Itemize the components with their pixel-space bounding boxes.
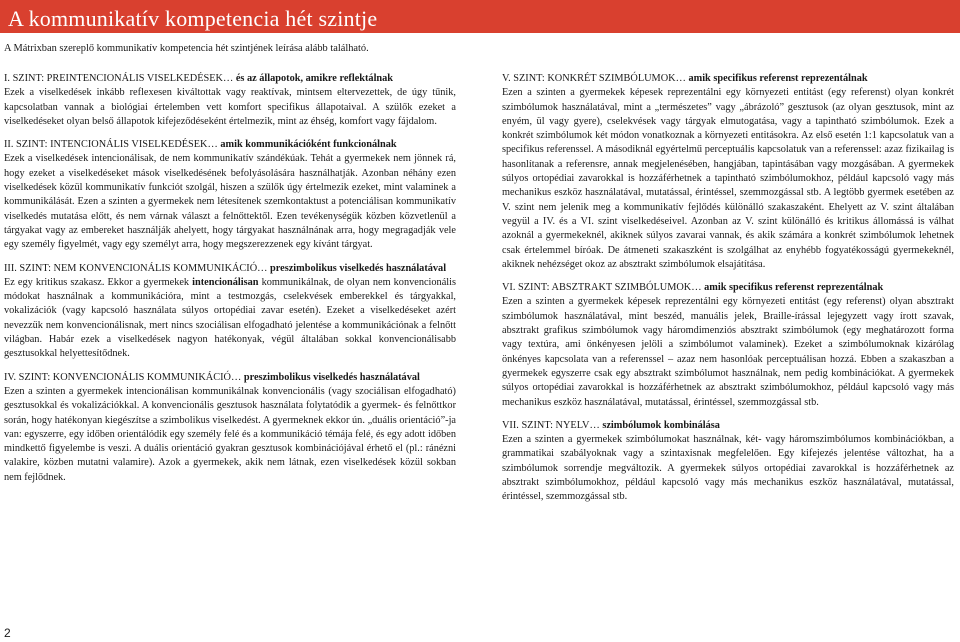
level-3-body-start: Ez egy kritikus szakasz. Ekkor a gyermekek: [4, 276, 193, 288]
level-3-body-emphasis: intencionálisan: [192, 276, 259, 288]
level-7-body: Ezen a szinten a gyermekek szimbólumokat használnak, két- vagy háromszimbólumos kombinációkban, a grammatikai szabályoknak vagy a szintaxisnak megfelelően. Egy kifejezés jelentése változhat, ha a szimbólumok sorrendje megváltozik. A gyermekek súlyos ortopédiai zavarokkal is hozzáférhetnek az absztrakt szimbólumokhoz, például kapcsoló vagy más mechanikus eszköz használatával, mutatással, érintéssel, szemmozgással stb.: [502, 434, 954, 503]
level-4-heading: [4, 371, 456, 385]
level-5-heading: [502, 72, 954, 86]
level-5-section: [502, 72, 954, 272]
level-2-heading: [4, 138, 456, 152]
level-7-heading: [502, 419, 954, 433]
level-1-heading-title: I. SZINT: PREINTENCIONÁLIS VISELKEDÉSEK…: [4, 73, 234, 84]
level-7-heading-subtitle: szimbólumok kombinálása: [599, 419, 720, 431]
level-5-heading-subtitle: amik specifikus referenst reprezentálnak: [685, 73, 868, 84]
right-column: [502, 72, 954, 514]
level-6-body: Ezen a szinten a gyermekek képesek reprezentálni egy környezeti entitást (egy referenst) olyan absztrakt szimbólumok használatával, mint beszéd, manuális jelek, Braille-írással lejegyzett vagy írott szavak, absztrakt grafikus szimbólumok vagy háromdimenziós absztrakt szimbólumok (egy meghatározott forma vagy textúra, ami önkényesen jelöli a szimbólumot valaminek). Ezeket a szimbólumoknak kizárólag önkényes kapcsolata van a referenssel – azaz nem hasonlóak perceptuálisan hozzá. Ebben a szakaszban a gyermekek egyszerre csak egy absztrakt szimbólumot használnak, nem pedig kombinációkat. A gyermekek súlyos ortopédiai zavarokkal is hozzáférhetnek az absztrakt szimbólumokhoz, például kapcsoló vagy más mechanikus eszköz használatával, mutatással, érintéssel, szemmozgással stb.: [502, 296, 954, 408]
level-3-heading: [4, 262, 456, 276]
page-number: 2: [4, 626, 11, 640]
level-1-body: Ezek a viselkedések inkább reflexesen kiváltottak vagy reaktívak, mintsem eltervezettek, de úgy tűnik, kapcsolatban vannak a biológiai értelemben vett komfort specifikus állapotaival. A szülők ezeket a viselkedéseket olyan belső állapotok kifejeződéseként értelmezik, mint az éhség, komfort vagy fájdalom.: [4, 87, 456, 127]
level-2-section: [4, 138, 456, 252]
level-5-heading-title: V. SZINT: KONKRÉT SZIMBÓLUMOK…: [502, 73, 686, 84]
level-4-heading-subtitle: preszimbolikus viselkedés használatával: [243, 371, 420, 383]
level-6-heading: [502, 281, 954, 295]
level-1-section: [4, 72, 456, 129]
level-6-heading-title: VI. SZINT: ABSZTRAKT SZIMBÓLUMOK…: [502, 282, 702, 294]
level-1-heading: [4, 72, 456, 86]
level-2-heading-subtitle: amik kommunikációként funkcionálnak: [217, 139, 397, 151]
level-4-heading-title: IV. SZINT: KONVENCIONÁLIS KOMMUNIKÁCIÓ…: [4, 371, 244, 383]
level-7-section: [502, 419, 954, 505]
intro-text: A Mátrixban szereplő kommunikatív kompetencia hét szintjének leírása alább található.: [4, 43, 369, 54]
level-7-heading-title: VII. SZINT: NYELV…: [502, 419, 600, 431]
level-3-body: [4, 276, 456, 362]
level-3-body-rest: kommunikálnak, de olyan nem konvencionális módokat használnak a kommunikációra, mint a testmozgás, cselekvések emberekkel és tárgyakkal, vokalizációk (vagy kapcsoló használata súlyos ortopédiai zavar esetén). Ezeket a viselkedéseket azért nevezzük nem konvencionálisnak, mert nincs szociálisan elfogadható jelentése a kommunikációnak a felnőtt világban. Habár ezek a viselkedések nagyon hatékonyak, végül általában sokkal konvencionálisabb gesztusokkal helyettesítődnek.: [4, 276, 456, 360]
left-column: [4, 72, 456, 494]
level-3-heading-title: III. SZINT: NEM KONVENCIONÁLIS KOMMUNIKÁCIÓ…: [4, 262, 271, 274]
level-4-section: [4, 371, 456, 485]
level-1-heading-subtitle: és az állapotok, amikre reflektálnak: [233, 73, 394, 84]
level-2-body: Ezek a viselkedések intencionálisak, de nem kommunikatív szándékúak. Tehát a gyermekek nem jönnek rá, hogy ezeket a viselkedéseket mások viselkedésének befolyásolására használhatják. Azonban néhány ezen viselkedések közül kommunikatív funkciót szolgál, hiszen a szülők úgy értelmezik ezeket, mint valaminek a kommunikálását. Ezen a szinten a gyermekek nem létesítenek szemkontaktust a potenciálisan kommunikatív viselkedés mutatása előtt, és nem várnak választ a felnőttektől. Ezen tevékenységük közben közvetlenül a tárgyakat vagy az embereket használják ahelyett, hogy tárgyakat használnának arra, hogy megragadják vele egy személy figyelmét, vagy egy személyt arra, hogy megszerezzenek egy kívánt tárgyat.: [4, 153, 456, 251]
level-5-body: Ezen a szinten a gyermekek képesek reprezentálni egy környezeti entitást (egy referenst) olyan konkrét szimbólumok használatával, mint a „természetes” vagy „ábrázoló” gesztusok (az olyan gesztusok, mint az enyém, ül vagy gyere), cselekvések vagy tárgyak elmutogatása, vagy a tapintható szimbólumok. Ezek a konkrét szimbólumok két módon vonatkoznak a környezeti entitásokra. Az első esetén 1:1 kapcsolatuk van a specifikus referenssel. A másodiknál egyértelmű perceptuális kapcsolatuk van a referenssel: azaz fizikailag is hasonlítanak a referensre, annak megjelenésében, hangjában, tapintásában vagy mozgásában. A gyermekek súlyos ortopédiai zavarokkal is hozzáférhetnek a tapintható szimbólumokhoz, például kapcsoló vagy más mechanikus eszköz használatával, mutatással, érintéssel, szemmozgással stb. A legtöbb gyermek esetében az V. szint nem jelenik meg a kommunikatív fejlődés különálló szakaszaként. Ehelyett az V. szint általában vegyül a IV. és a VI. szint viselkedéseivel. Azonban az V. szint különálló és kritikus állomássá is válhat azoknál a gyermekeknél, akiknek súlyos zavarai vannak, és akik számára a konkrét szimbólumok lehetnek csak értelemmel bíróak. De átmeneti szakaszként is szolgálhat az enyhébb fogyatékosságú gyermekeknél, akiknek nehézséget okoz az absztrakt szimbólumok elsajátítása.: [502, 87, 954, 270]
level-6-heading-subtitle: amik specifikus referenst reprezentálnak: [701, 282, 884, 294]
level-4-body: Ezen a szinten a gyermekek intencionálisan kommunikálnak konvencionális (vagy szociálisan elfogadható) gesztusokkal és vokalizációkkal. A konvencionális gesztusok használata folytatódik a gyermek- és felnőttkor során, hogy hatékonyan kiegészítse a szimbolikus viselkedést. A gyermeknek ekkor ún. „duális orientáció”-ja van: egyszerre, egy időben orientálódik egy személy felé és a kommunikáció témája felé, és egy adott időben mindkettő figyelembe is veszi. A duális orientáció gyakran gesztusok kombinációjával érhető el (pl.: ránézni valakire, közben mutatni valamire). Azok a gyermekek, akik nem látnak, ezen viselkedések közül sokban nem fejlődnek.: [4, 385, 456, 483]
level-3-heading-subtitle: preszimbolikus viselkedés használatával: [270, 262, 447, 274]
page-title: A kommunikatív kompetencia hét szintje: [8, 6, 378, 31]
level-3-section: [4, 262, 456, 362]
title-bar: [0, 0, 960, 33]
level-6-section: [502, 281, 954, 410]
level-2-heading-title: II. SZINT: INTENCIONÁLIS VISELKEDÉSEK…: [4, 139, 218, 151]
